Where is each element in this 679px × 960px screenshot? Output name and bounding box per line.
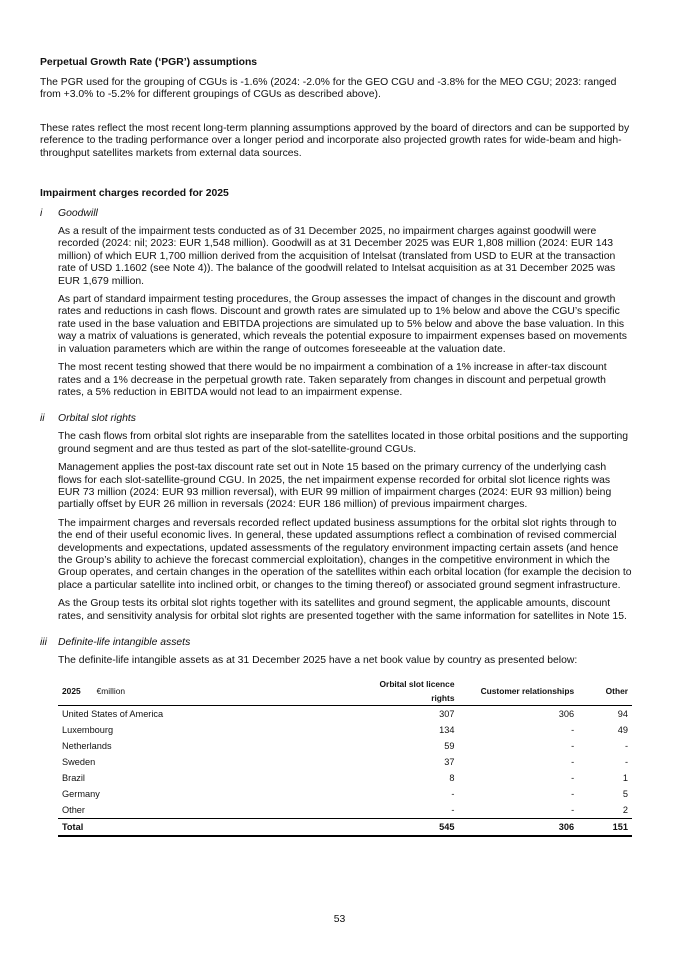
country-cell: Luxembourg [62, 725, 114, 736]
slot-cell: 8 [449, 773, 455, 784]
country-cell: Brazil [62, 773, 85, 784]
customer-cell: - [571, 725, 575, 736]
table-row [58, 770, 632, 786]
goodwill-number: i [40, 208, 43, 220]
slot-cell: - [451, 789, 455, 800]
other-cell: 49 [617, 725, 628, 736]
orbital-paragraph-3: The impairment charges and reversals recorded reflect updated business assumptions for the orbital slot rights through to the end of their useful economic lives. In general, these updated assumptions reflect a combination of revised commercial developments and expectations, updated assessments of the regulatory environment impacting certain assets (and hence the Group’s ability to achieve the forecast commercial exploitation), changes in the competitive environment in which the Group operates, and certain changes in the operation of the satellites within each orbital location (for example the decision to place a particular satellite into inclined orbit, or changes to the timing thereof) or associated ground segment infrastructure. [58, 517, 632, 591]
orbital-paragraph-2: Management applies the post-tax discount rate set out in Note 15 based on the primary currency of the underlying cash flows for each slot-satellite-ground CGU. In 2025, the net impairment expense recorded for orbital slot licence rights was EUR 73 million (2024: EUR 93 million reversal), with EUR 99 million of impairment charges (2024: EUR 93 million) being partially offset by EUR 26 million in reversals (2024: EUR 186 million) of previous impairment charges. [58, 462, 612, 511]
orbital-number: ii [40, 413, 45, 425]
column-header-slot: Orbital slot licence rights [361, 677, 455, 706]
impairment-heading: Impairment charges recorded for 2025 [40, 188, 229, 200]
total-label: Total [58, 819, 361, 837]
total-customer: 306 [454, 819, 574, 837]
document-page [40, 56, 632, 837]
slot-cell: 134 [439, 725, 455, 736]
goodwill-paragraph-2: As part of standard impairment testing procedures, the Group assesses the impact of changes in the discount and growth rates and reductions in cash flows. Discount and growth rates are simulated up to 1% below and above the CGU’s specific rate used in the base valuation and EBITDA projections are simulated up to 5% below and above the base valuation. In this way a matrix of valuations is generated, which reveals the potential exposure to impairment expenses based on movements in valuation parameters which are within the range of outcomes foreseeable at the valuation date. [58, 294, 627, 355]
orbital-title: Orbital slot rights [58, 413, 136, 425]
country-cell: Netherlands [62, 741, 112, 752]
table-row [58, 802, 632, 819]
column-header-customer: Customer relationships [454, 677, 574, 706]
customer-cell: - [571, 757, 575, 768]
slot-cell: 59 [444, 741, 455, 752]
orbital-paragraph-4: As the Group tests its orbital slot rights together with its satellites and ground segment, the applicable amounts, discount rates, and sensitivity analysis for orbital slot rights are presented together with the same information for satellites in Note 15. [58, 598, 627, 622]
table-total-row [58, 819, 632, 837]
column-header-other: Other [574, 677, 632, 706]
country-cell: Germany [62, 789, 100, 800]
table-row [58, 722, 632, 738]
goodwill-title: Goodwill [58, 208, 98, 220]
other-cell: 94 [617, 709, 628, 720]
other-cell: 5 [622, 789, 628, 800]
customer-cell: 306 [558, 709, 575, 720]
goodwill-subheading [40, 207, 632, 220]
orbital-subheading [40, 412, 632, 425]
country-cell: Sweden [62, 757, 96, 768]
table-row [58, 786, 632, 802]
other-cell: - [624, 741, 628, 752]
total-other: 151 [574, 819, 632, 837]
total-slot: 545 [361, 819, 455, 837]
goodwill-paragraph-3: The most recent testing showed that there would be no impairment a combination of a 1% increase in after-tax discount rates and a 1% decrease in the perpetual growth rate. Taken separately from changes in discount and perpetual growth rates, a 5% reduction in EBITDA would not lead to an impairment expense. [58, 362, 607, 398]
slot-cell: 37 [444, 757, 455, 768]
pgr-paragraph-2: These rates reflect the most recent long-term planning assumptions approved by the board of directors and can be supported by reference to the trading performance over a longer period and incorporate also projected growth rates for wide-beam and high-throughput satellites markets from external data sources. [40, 122, 630, 159]
slot-cell: - [451, 805, 455, 816]
table-year: 2025 [62, 686, 81, 697]
other-cell: - [624, 757, 628, 768]
customer-cell: - [571, 805, 575, 816]
customer-cell: - [571, 741, 575, 752]
customer-cell: - [571, 773, 575, 784]
other-cell: 1 [622, 773, 628, 784]
orbital-paragraph-1: The cash flows from orbital slot rights are inseparable from the satellites located in those orbital positions and the supporting ground segment and are thus tested as part of the slot-satellite-ground CGUs. [58, 431, 629, 455]
country-cell: Other [62, 805, 85, 816]
page-number: 53 [333, 914, 346, 925]
definite-subheading [40, 636, 632, 649]
customer-cell: - [571, 789, 575, 800]
other-cell: 2 [622, 805, 628, 816]
definite-number: iii [40, 637, 47, 648]
pgr-heading: Perpetual Growth Rate (‘PGR’) assumptions [40, 57, 258, 68]
goodwill-paragraph-1: As a result of the impairment tests conducted as of 31 December 2025, no impairment charges against goodwill were recorded (2024: nil; 2023: EUR 1,548 million). Goodwill as at 31 December 2025 was EUR 1,808 million (2024: EUR 143 million) of which EUR 1,700 million derived from the acquisition of Intelsat (translated from USD to EUR at the transaction rate of USD 1.1602 (see Note 4)). The balance of the goodwill related to Intelsat acquisition as at 31 December 2025 was EUR 1,679 million. [58, 226, 616, 287]
definite-title: Definite-life intangible assets [58, 637, 191, 648]
country-cell: United States of America [62, 709, 164, 720]
table-header-year [58, 677, 361, 706]
table-header-row [58, 677, 632, 706]
table-row [58, 706, 632, 723]
table-row [58, 754, 632, 770]
slot-cell: 307 [439, 709, 455, 720]
table-row [58, 738, 632, 754]
definite-paragraph-1: The definite-life intangible assets as at 31 December 2025 have a net book value by country as presented below: [58, 655, 578, 666]
table-currency: €million [96, 686, 126, 697]
intangible-assets-table [58, 677, 632, 837]
pgr-paragraph-1: The PGR used for the grouping of CGUs is -1.6% (2024: -2.0% for the GEO CGU and -3.8% for the MEO CGU; 2023: ranged from +3.0% to -5.2% for different groupings of CGUs as described above). [40, 77, 617, 101]
